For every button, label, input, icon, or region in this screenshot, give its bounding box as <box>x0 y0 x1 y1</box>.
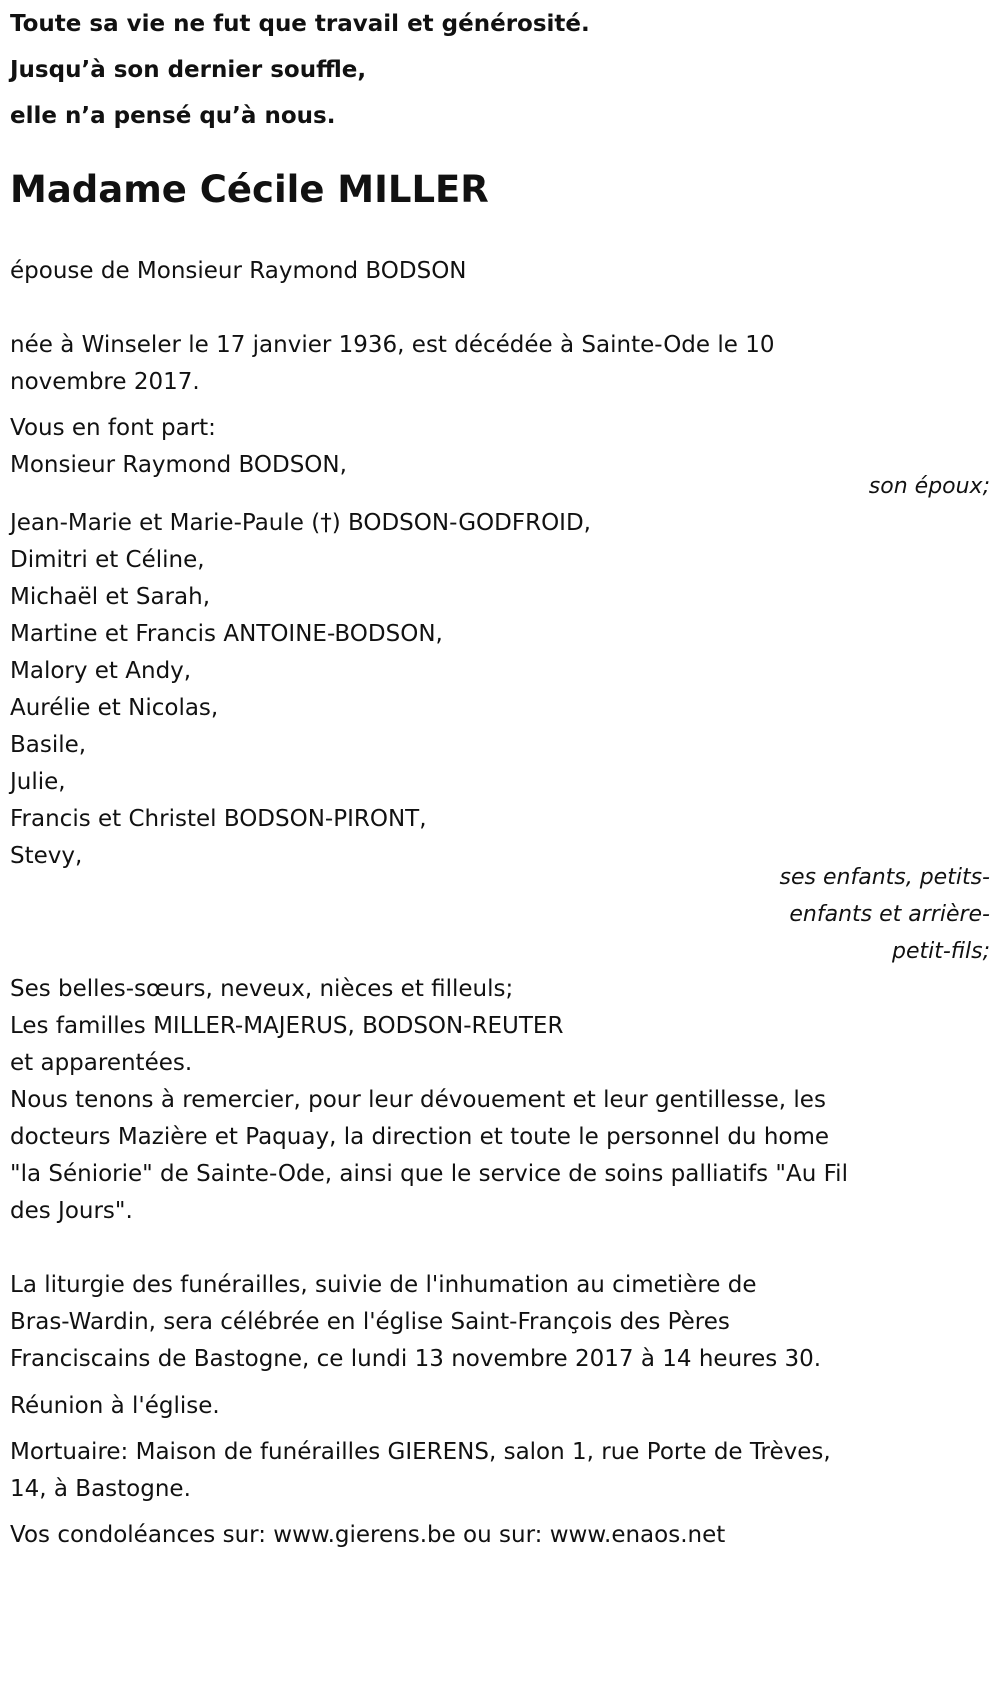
deceased-name: Madame Cécile MILLER <box>10 168 489 211</box>
family-line: Michaël et Sarah, <box>10 584 211 610</box>
quote-line-2: Jusqu’à son dernier souffle, <box>10 57 367 83</box>
spouse-line: épouse de Monsieur Raymond BODSON <box>10 258 467 284</box>
family-role-line: ses enfants, petits- <box>779 865 990 890</box>
family-line: Aurélie et Nicolas, <box>10 695 219 721</box>
family-line: Francis et Christel BODSON-PIRONT, <box>10 806 427 832</box>
mortuary-line: 14, à Bastogne. <box>10 1476 191 1502</box>
thanks-line: Nous tenons à remercier, pour leur dévouement et leur gentillesse, les <box>10 1087 826 1113</box>
birth-death-line-2: novembre 2017. <box>10 369 200 395</box>
announcement-intro: Vous en font part: <box>10 415 216 441</box>
birth-death-line-1: née à Winseler le 17 janvier 1936, est décédée à Sainte-Ode le 10 <box>10 332 775 358</box>
family-line: Jean-Marie et Marie-Paule (†) BODSON-GODFROID, <box>10 510 591 536</box>
spouse-name: Monsieur Raymond BODSON, <box>10 452 347 478</box>
quote-line-3: elle n’a pensé qu’à nous. <box>10 103 336 129</box>
liturgy-line: La liturgie des funérailles, suivie de l'inhumation au cimetière de <box>10 1272 757 1298</box>
thanks-line: docteurs Mazière et Paquay, la direction et toute le personnel du home <box>10 1124 830 1150</box>
others-line-2: Les familles MILLER-MAJERUS, BODSON-REUTER <box>10 1013 564 1039</box>
others-line-3: et apparentées. <box>10 1050 193 1076</box>
family-line: Basile, <box>10 732 87 758</box>
meeting-line: Réunion à l'église. <box>10 1393 220 1419</box>
family-line: Martine et Francis ANTOINE-BODSON, <box>10 621 443 647</box>
quote-line-1: Toute sa vie ne fut que travail et générosité. <box>10 11 590 37</box>
family-line: Stevy, <box>10 843 83 869</box>
family-role-line: petit-fils; <box>891 939 990 964</box>
liturgy-line: Franciscains de Bastogne, ce lundi 13 novembre 2017 à 14 heures 30. <box>10 1346 822 1372</box>
condolences-line: Vos condoléances sur: www.gierens.be ou sur: www.enaos.net <box>10 1522 726 1548</box>
spouse-role: son époux; <box>868 474 990 499</box>
family-line: Dimitri et Céline, <box>10 547 205 573</box>
family-line: Malory et Andy, <box>10 658 192 684</box>
thanks-line: "la Séniorie" de Sainte-Ode, ainsi que le service de soins palliatifs "Au Fil <box>10 1161 848 1187</box>
family-line: Julie, <box>10 769 66 795</box>
mortuary-line: Mortuaire: Maison de funérailles GIERENS, salon 1, rue Porte de Trèves, <box>10 1439 831 1465</box>
liturgy-line: Bras-Wardin, sera célébrée en l'église Saint-François des Pères <box>10 1309 730 1335</box>
others-line-1: Ses belles-sœurs, neveux, nièces et filleuls; <box>10 976 514 1002</box>
thanks-line: des Jours". <box>10 1198 133 1224</box>
family-role-line: enfants et arrière- <box>789 902 990 927</box>
